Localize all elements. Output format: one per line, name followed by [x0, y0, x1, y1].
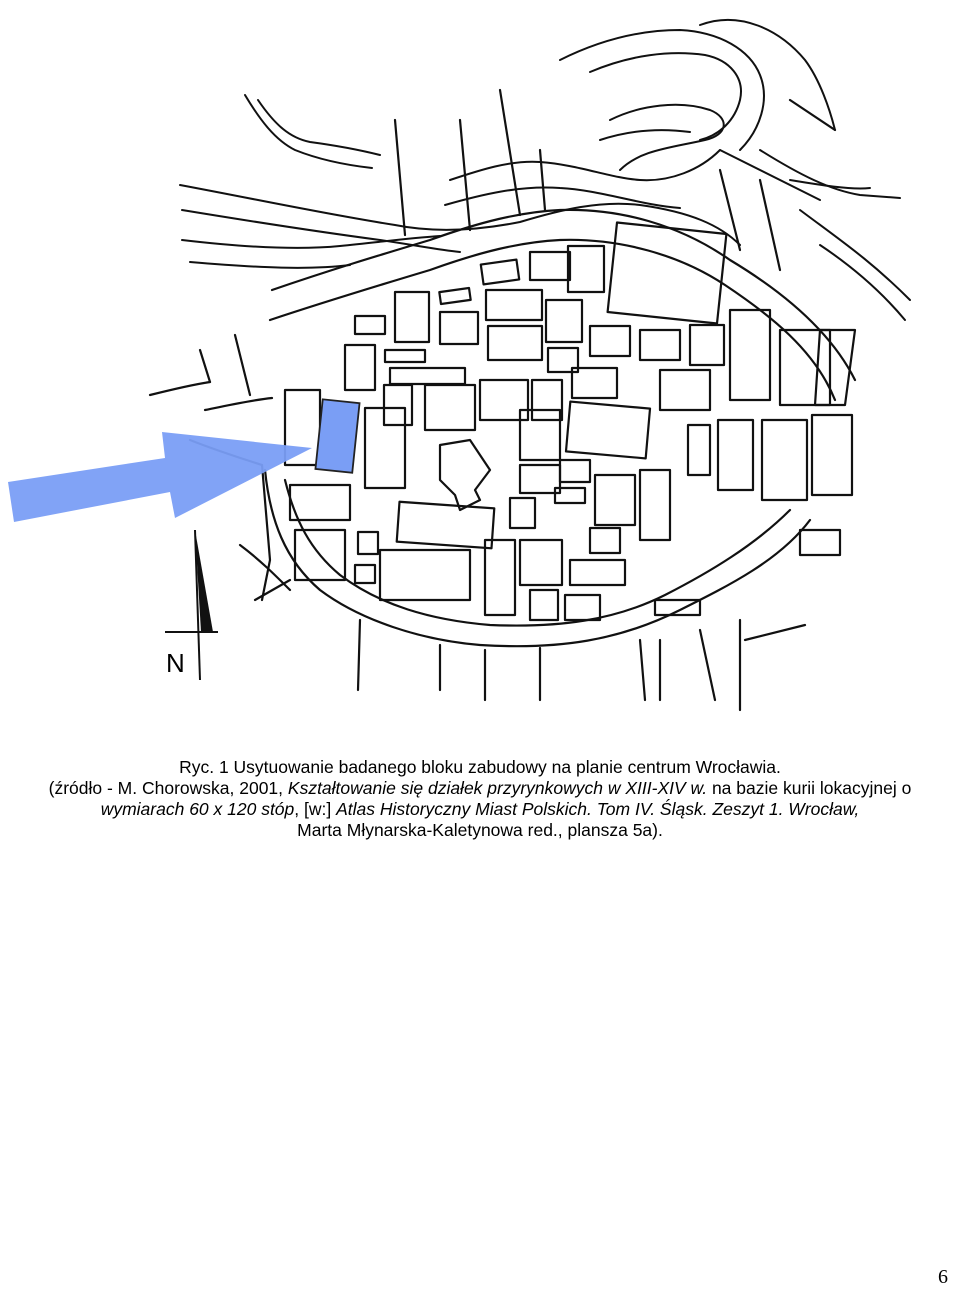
- caption-line-3: [20, 799, 940, 820]
- caption-source-prefix: (źródło - M. Chorowska, 2001,: [48, 778, 288, 798]
- highlighted-study-block: [315, 399, 359, 472]
- caption-atlas-title: Atlas Historyczny Miast Polskich. Tom IV. Śląsk. Zeszyt 1. Wrocław,: [336, 799, 860, 819]
- river-lines: [180, 20, 910, 320]
- figure-caption: [20, 757, 940, 841]
- caption-in-marker: , [w:]: [294, 799, 337, 819]
- caption-line-4: Marta Młynarska-Kaletynowa red., plansza 5a).: [297, 820, 663, 840]
- caption-source-title: Kształtowanie się działek przyrynkowych w XIII-XIV w.: [287, 778, 708, 798]
- caption-source-suffix: na bazie kurii lokacyjnej o: [707, 778, 912, 798]
- city-blocks: [285, 222, 855, 620]
- north-label: N: [166, 648, 185, 678]
- caption-line-1: Ryc. 1 Usytuowanie badanego bloku zabudowy na planie centrum Wrocławia.: [179, 757, 781, 777]
- page-number: 6: [938, 1266, 948, 1288]
- caption-title-continuation: wymiarach 60 x 120 stóp: [100, 799, 295, 819]
- caption-line-2: [20, 778, 940, 799]
